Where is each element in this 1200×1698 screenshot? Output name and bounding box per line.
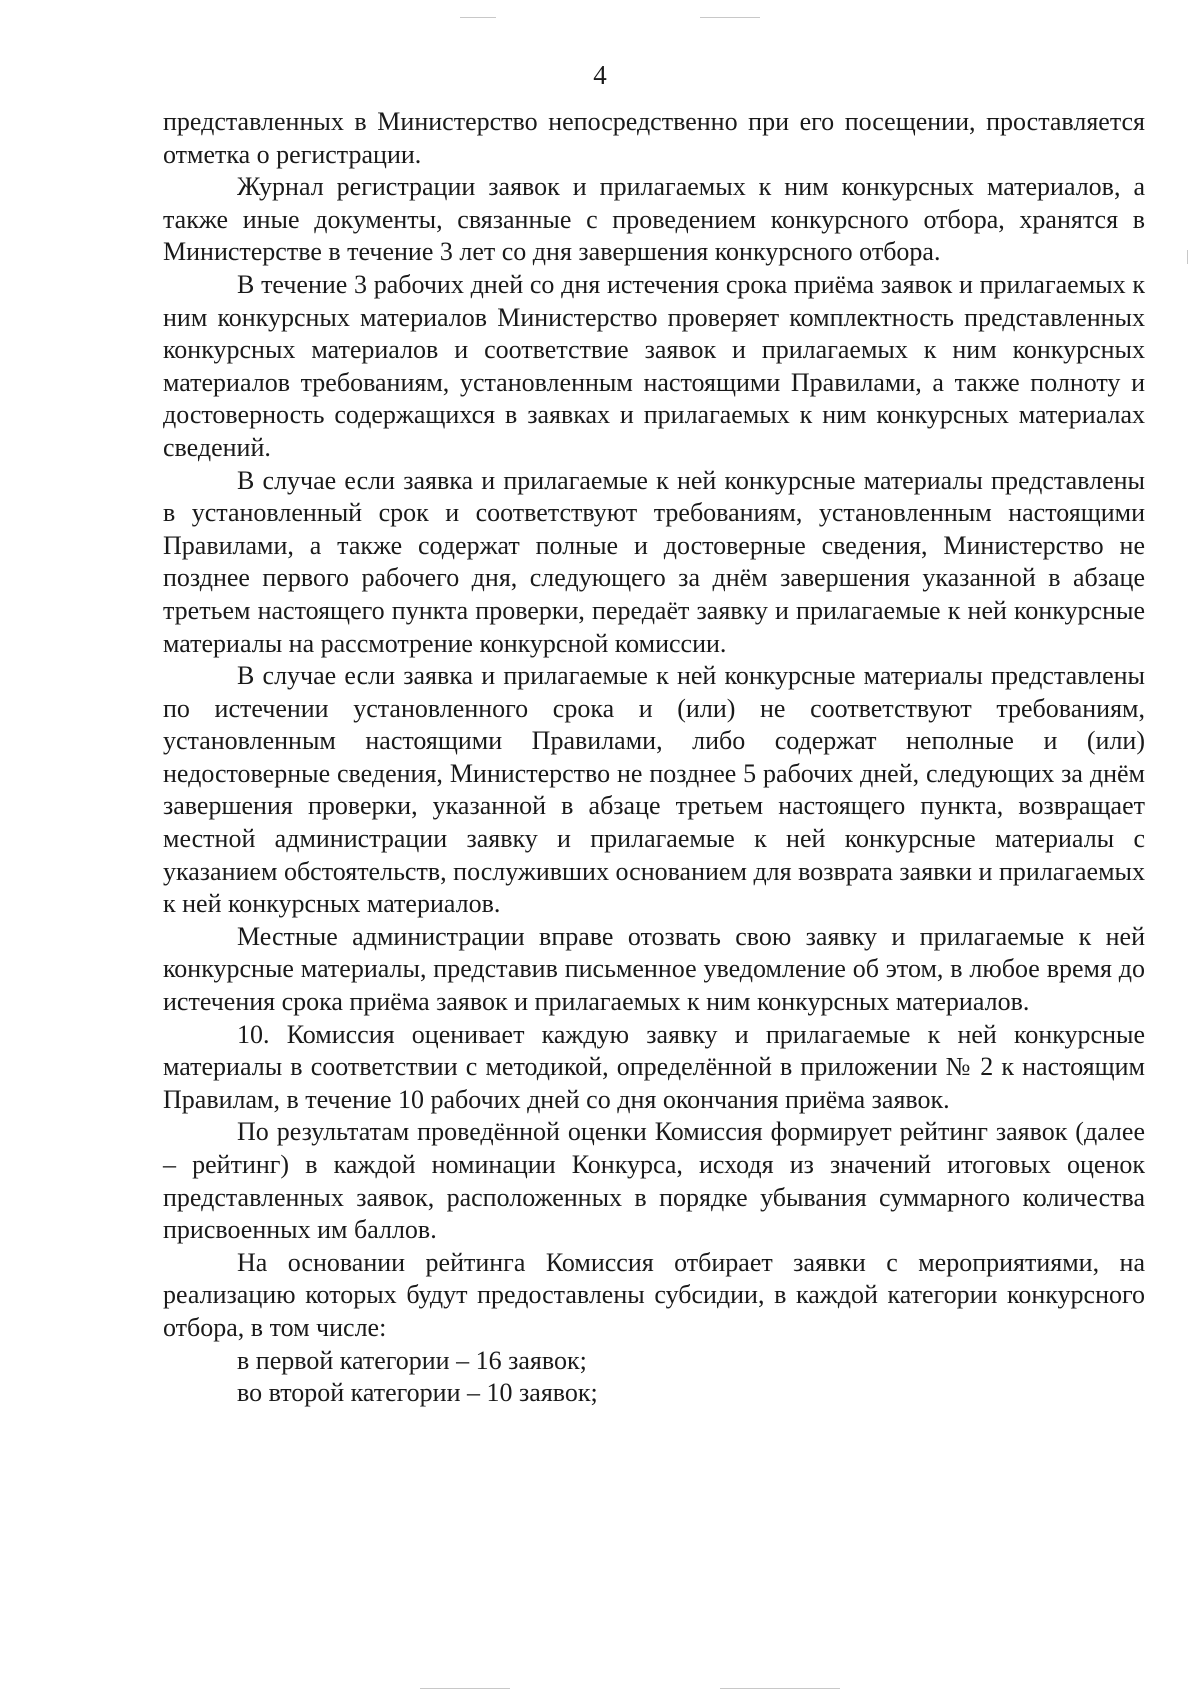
- scan-artifact-bottom: [420, 1688, 510, 1689]
- paragraph: На основании рейтинга Комиссия отбирает заявки с мероприятиями, на реализацию которых будут предоставлены субсидии, в каждой категории конкурсного отбора, в том числе:: [163, 1247, 1145, 1342]
- paragraph: В случае если заявка и прилагаемые к ней конкурсные материалы представлены в установленный срок и соответствуют требованиям, установленным настоящими Правилами, а также содержат полные и достоверные сведения, Министерство не позднее первого рабочего дня, следующего за днём завершения указанной в абзаце третьем настоящего пункта проверки, передаёт заявку и прилагаемые к ней конкурсные материалы на рассмотрение конкурсной комиссии.: [163, 465, 1145, 658]
- scan-artifact-top: [460, 17, 496, 18]
- list-item: во второй категории – 10 заявок;: [237, 1378, 598, 1408]
- paragraph: 10. Комиссия оценивает каждую заявку и прилагаемые к ней конкурсные материалы в соответствии с методикой, определённой в приложении № 2 к настоящим Правилам, в течение 10 рабочих дней со дня окончания приёма заявок.: [163, 1019, 1145, 1114]
- paragraph: Журнал регистрации заявок и прилагаемых к ним конкурсных материалов, а также иные документы, связанные с проведением конкурсного отбора, хранятся в Министерстве в течение 3 лет со дня завершения конкурсного отбора.: [163, 172, 1145, 267]
- paragraph: В случае если заявка и прилагаемые к ней конкурсные материалы представлены по истечении установленного срока и (или) не соответствуют требованиям, установленным настоящими Правилами, либо содержат неполные и (или) недостоверные сведения, Министерство не позднее 5 рабочих дней, следующих за днём завершения проверки, указанной в абзаце третьем настоящего пункта, возвращает местной администрации заявку и прилагаемые к ней конкурсные материалы с указанием обстоятельств, послуживших основанием для возврата заявки и прилагаемых к ней конкурсных материалов.: [163, 661, 1145, 919]
- document-body: [163, 106, 1145, 1410]
- scan-artifact-top: [700, 17, 760, 18]
- list-item: в первой категории – 16 заявок;: [237, 1345, 587, 1375]
- paragraph: представленных в Министерство непосредственно при его посещении, проставляется отметка о регистрации.: [163, 107, 1145, 169]
- scan-artifact-edge: [1187, 250, 1188, 264]
- paragraph: В течение 3 рабочих дней со дня истечения срока приёма заявок и прилагаемых к ним конкурсных материалов Министерство проверяет комплектность представленных конкурсных материалов и соответствие заявок и прилагаемых к ним конкурсных материалов требованиям, установленным настоящими Правилами, а также полноту и достоверность содержащихся в заявках и прилагаемых к ним конкурсных материалах сведений.: [163, 269, 1145, 462]
- paragraph: По результатам проведённой оценки Комиссия формирует рейтинг заявок (далее – рейтинг) в каждой номинации Конкурса, исходя из значений итоговых оценок представленных заявок, расположенных в порядке убывания суммарного количества присвоенных им баллов.: [163, 1117, 1145, 1245]
- paragraph: Местные администрации вправе отозвать свою заявку и прилагаемые к ней конкурсные материалы, представив письменное уведомление об этом, в любое время до истечения срока приёма заявок и прилагаемых к ним конкурсных материалов.: [163, 921, 1145, 1017]
- page-number: 4: [593, 60, 607, 90]
- scan-artifact-bottom: [720, 1688, 840, 1689]
